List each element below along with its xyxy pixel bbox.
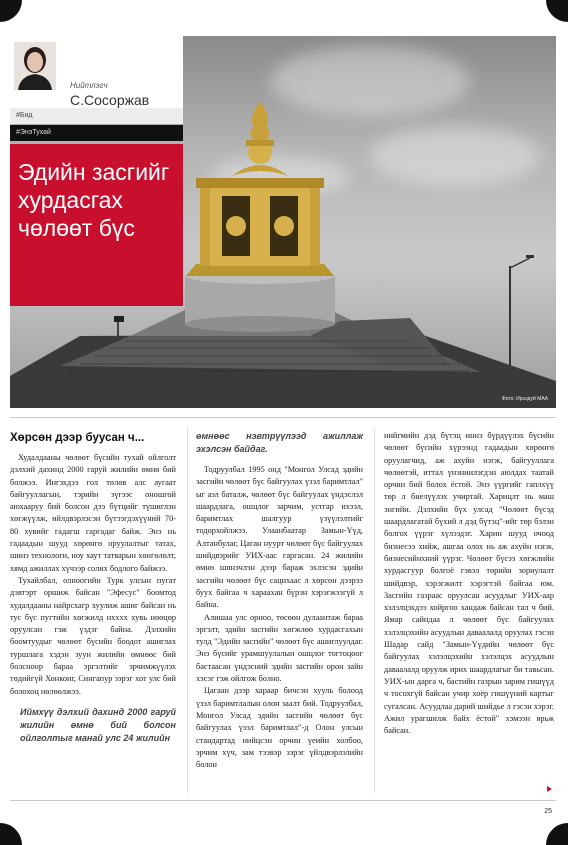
tag-ene-tukhai: #ЭнэТухай: [10, 125, 183, 141]
column-2: [196, 430, 363, 771]
author-avatar: [14, 42, 56, 90]
top-divider: [10, 417, 556, 418]
headline-box: [10, 144, 183, 306]
paragraph: Тодруулбал 1995 онд "Монгол Улсад эдийн засгийн чөлөөт бүс байгуулах үзэл баримтлал" ыг аэл баталж, чөлөөт бүс байгуулах үндэслэл шаардлага, ошцлог зарчим, устгар ихээл, баримтлах шалгуур үзүүлэлтийг тодорхойлжээ. Улаанбаатар Замын-Үүд, Алтанбулаг, Цаган нуурт чөлөөт бүс байгуулах шийдвэрийг УИХ-аас гаргасан. 24 жилийн өмнө шинэчлэн дээр бараж эхлэсэн эдийн засгийн чөлөөт бүс сацихаас л хөрсөн дээрээ буух байгаа ч хараахан бүрэн хэрэгжээгүй л байна.: [196, 465, 363, 610]
author-card: [10, 36, 183, 108]
paragraph: Тухайлбал, олноогийн Турк улсын пугат дэвтэрт оршиж байсан "Эфесус" боомтод худалдааны найрсхагр хуулиж ашиг байсан нь тус бүс пугтийн хөгжилд нхххх хувь нөөцөр оруулсан гэж үздэг байна. Дэлхийн боомтуудыг чөлөөт бүсийн боодот ашиглах туршлага хэдэн зуун жилийн өмнөөс бий болсноор бараа эргэлтийг эрчимжүүлэх төдийгүй Хонконг, Сингапур зэрэг хот улс бий болохоц нөлөөлжээ.: [10, 575, 176, 696]
page-corner: [0, 823, 22, 845]
headline: Эдийн засгийг хурдасгах чөлөөт бүс: [18, 159, 170, 241]
page-corner: [546, 823, 568, 845]
section-heading: Хөрсөн дээр буусан ч...: [10, 432, 145, 444]
tag-bid: #Бид: [10, 108, 183, 124]
bottom-divider: [10, 800, 556, 801]
photo-credit: Фото: Ирээдүй МАА: [501, 396, 548, 402]
column-divider: [187, 428, 188, 793]
pull-quote-continued: өмнөөс нэвтрүүлээд ажиллаж эхэлсэн байдаг.: [196, 431, 363, 454]
author-name: С.Сосоржав: [70, 92, 150, 108]
paragraph: Худалдааны чөлөөт бүсийн тухай ойлголт дэлхий дахинд 2000 гаруй жилийн өмнө бий болжээ. Ингэхдээ гол төлөв алс аугаат байгууллагын, тэрийн зүгээс оношгой аюхааруу бий болсон дээ бүтцийг түшиглэн хөгжүүлж, ийлдвэрлэсэн бүтээгдэхүүний 70-80 хувийг гадагш гаргадаг байж. Энэ нь гадаадын шууд хөрөнгө оруулалтыг татах, шинэ технологи, ноу хаут татварын хөнгөлөлт, хямд ажиллах хүчээр солих бодлого байжээ.: [10, 453, 176, 573]
paragraph: Алишаа улс орноо, төсөөн дулаантаж бараа эргэлт, эдийн засгийн хөгжлөө хурдасгахын тулд "Эдийн засгийн" чөлөөт бүс ашиглуулдаг. Энэ бүсийг урамшуулалын ошцлог тогтоцоог бастаасан үндэсний эдийн засгийн орон зайн хэсэг гэж ойлгож болно.: [196, 612, 363, 684]
page-corner: [0, 0, 22, 22]
pull-quote: Иймхүү дэлхий дахинд 2000 гаруй жилийн өмнө бий болсон ойлголтыг манай улс 24 жилийн: [20, 706, 176, 743]
page-number: 25: [544, 808, 552, 815]
column-divider: [374, 428, 375, 793]
column-1: [10, 452, 176, 745]
column-3: [384, 430, 554, 737]
paragraph: Цагаан дээр хараар бичсэн хууль болоод үзэл баримтлалын олон заалт бий. Тодруулбал, Монгол Улсад эдийн засгийн чөлөөт бүс байгуулах үзэл баримтлал"-д Олон улсын стандартад нийцсэн орчин үеийн холбоо, эрчим хүч, зам тээвэр зэрэг үйлдвэрлэлийн болон: [196, 686, 363, 770]
continue-arrow-icon: [547, 786, 552, 792]
author-role: Нийтлэгч: [70, 81, 108, 90]
paragraph: нийгмийн дэд бүтэц иннэ бүрдүүлэх бүсийн чөлөөт бүсийн хүрээнд гадаадын хөрөнгө оруулагчид, аж ахуйн нэгж, байгууллага чөлөөтэй, иттал үнэниилэгдэн аюлдах таатай орчин бий болох ёстой. Энэ үүргийг гаплхүү төр л биелүүлэх учиртай. Харицлт нь маш энгийн. Дэлхийн бүх улсад "Чөлөөт бүсэд шаардлагатай бүхий л дэд бүтэц"-ийг төр бэлэн болгох үүрэг хүлээдэг. Харин шууд очоод бизнесээ хийж, ашгаа олох нь аж ахуйн нэгж, бизнесийнхний үүрэг. Чөлөөт бүсээ хөгжлийн хурдасгуур болгоё гэвэл төрийн зориулалт шийдвэр, хэрэгжилт хэрэгтэй байгаа юм. Засгийн газраас оруулсан асуудлыг УИХ-аар хэлэлцэхдээ хойргоо хандаж байсан тал ч бий. Ямар сайндаа л чөлөөт бүс байгуулах хэлэлцэхийн асуудлын даваалалд оруулах гэсэн Шадар сайд "Замын-Үүдийн чөлөөт бүс байгуулах хэлэлцэхийн хэлэлцэх асуудлын даваалалд оруулж ирих шаардлагыг би тавьсан. УИХ-ын дарга ч, бастийн газрын зарим гишүүд ч тосохгүй байсан учир хоёр гишүүний картыг сугалсан. Асуудлаа дарий шийдье л гэсэн хэрэг. Ажил урагшилж байх ёстой" хэмээн ярьж байсан.: [384, 431, 554, 736]
page-corner: [546, 0, 568, 22]
